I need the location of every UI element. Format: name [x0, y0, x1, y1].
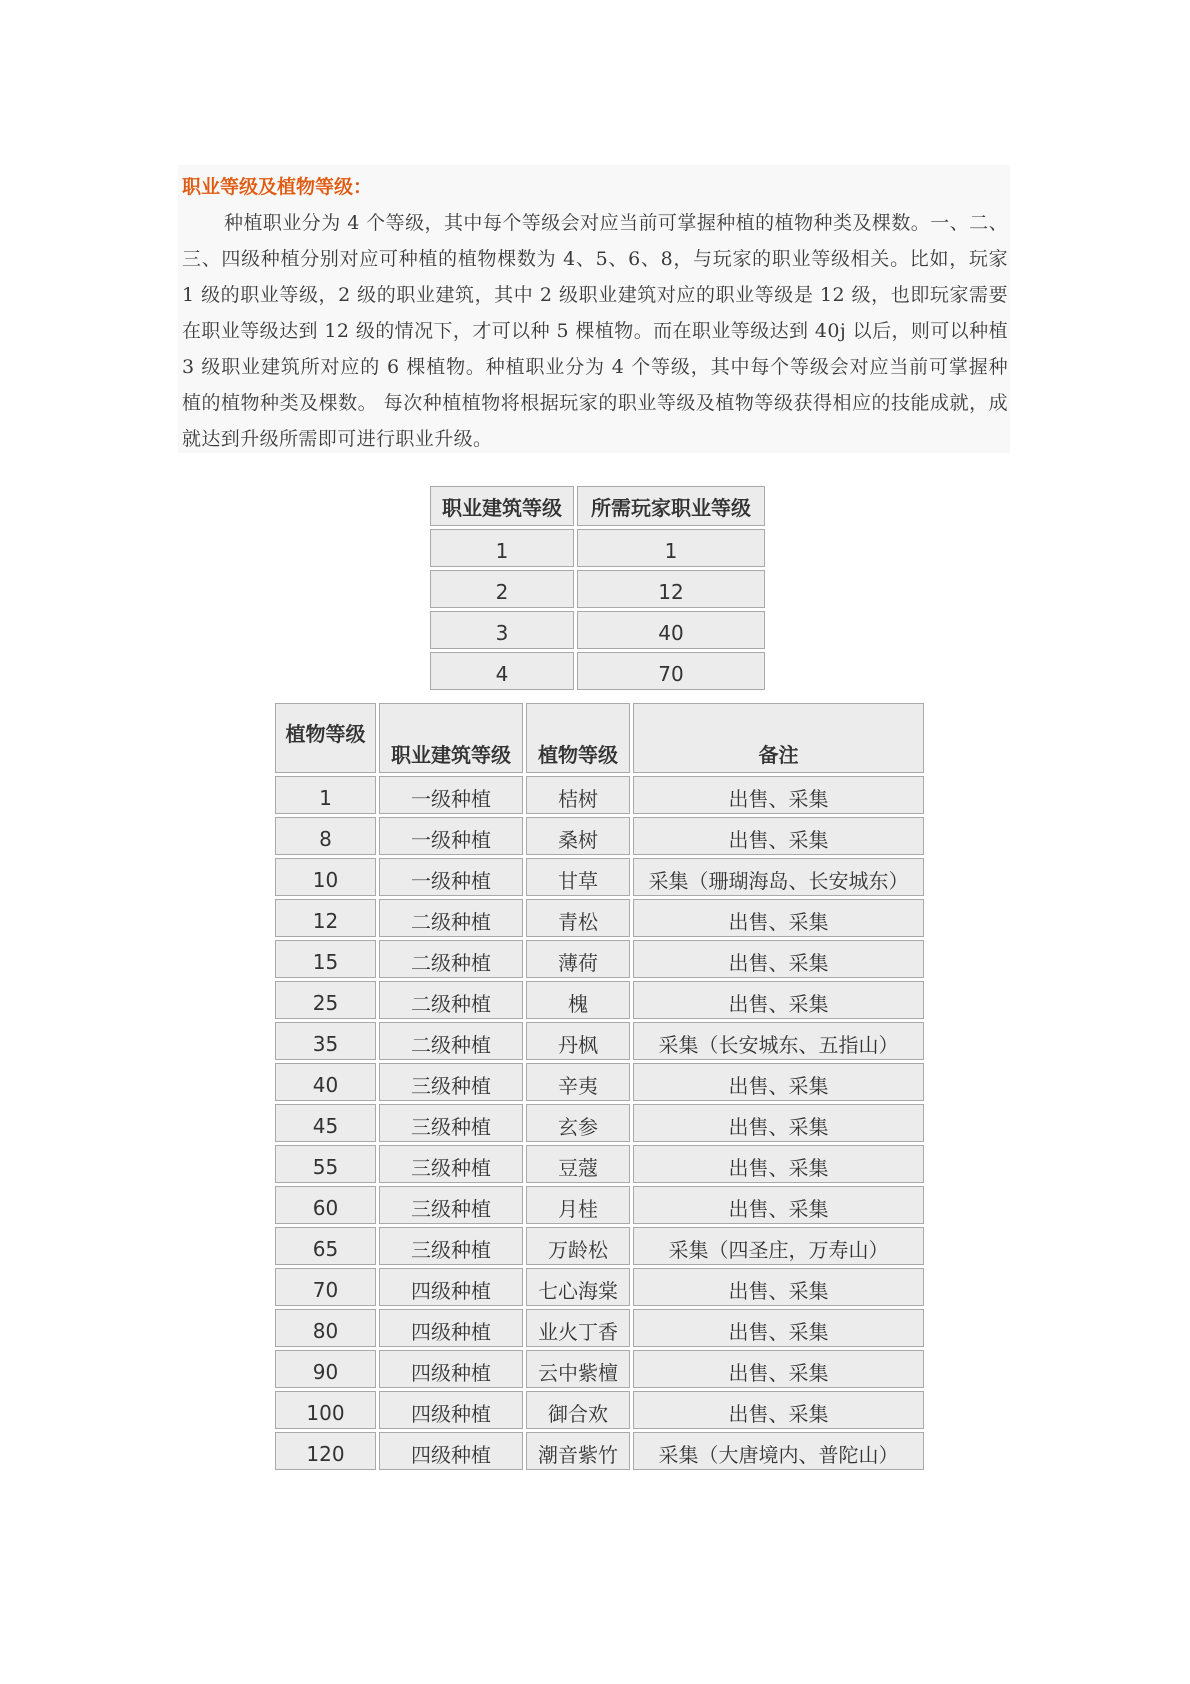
table-row — [275, 1227, 924, 1265]
cell-remarks: 出售、采集 — [633, 817, 924, 855]
cell-plant-level: 90 — [275, 1350, 376, 1388]
cell-plant-name: 业火丁香 — [526, 1309, 630, 1347]
cell-building-tier: 三级种植 — [379, 1227, 523, 1265]
header-building-level: 职业建筑等级 — [430, 486, 574, 526]
cell-plant-level: 10 — [275, 858, 376, 896]
cell-remarks: 采集（长安城东、五指山） — [633, 1022, 924, 1060]
table-row — [275, 817, 924, 855]
cell-plant-level: 12 — [275, 899, 376, 937]
cell-building-tier: 三级种植 — [379, 1063, 523, 1101]
cell-plant-name: 万龄松 — [526, 1227, 630, 1265]
cell-plant-name: 薄荷 — [526, 940, 630, 978]
header-building-level: 职业建筑等级 — [379, 703, 523, 773]
cell-required-player-level: 70 — [577, 652, 765, 690]
cell-building-tier: 三级种植 — [379, 1104, 523, 1142]
cell-building-level: 1 — [430, 529, 574, 567]
section-heading: 职业等级及植物等级： — [182, 176, 373, 198]
cell-plant-level: 55 — [275, 1145, 376, 1183]
cell-plant-level: 65 — [275, 1227, 376, 1265]
intro-paragraph: 种植职业分为 4 个等级，其中每个等级会对应当前可掌握种植的植物种类及棵数。一、二、三、四级种植分别对应可种植的植物棵数为 4、5、6、8，与玩家的职业等级相关。比如，玩家 1 级的职业等级，2 级的职业建筑，其中 2 级职业建筑对应的职业等级是 12 级，也即玩家需要在职业等级达到 12 级的情况下，才可以种 5 棵植物。而在职业等级达到 40j 以后，则可以种植 3 级职业建筑所对应的 6 棵植物。种植职业分为 4 个等级，其中每个等级会对应当前可掌握种植的植物种类及棵数。 每次种植植物将根据玩家的职业等级及植物等级获得相应的技能成就，成就达到升级所需即可进行职业升级。 — [182, 212, 1008, 450]
cell-remarks: 出售、采集 — [633, 899, 924, 937]
table-row — [430, 611, 765, 649]
table-row — [275, 940, 924, 978]
cell-plant-name: 桔树 — [526, 776, 630, 814]
cell-remarks: 出售、采集 — [633, 1104, 924, 1142]
table-row — [275, 1145, 924, 1183]
table-row — [275, 1268, 924, 1306]
cell-plant-level: 80 — [275, 1309, 376, 1347]
cell-remarks: 出售、采集 — [633, 1063, 924, 1101]
cell-plant-level: 1 — [275, 776, 376, 814]
table-row — [430, 570, 765, 608]
cell-plant-level: 70 — [275, 1268, 376, 1306]
table-row — [275, 1432, 924, 1470]
cell-building-tier: 四级种植 — [379, 1350, 523, 1388]
cell-plant-name: 云中紫檀 — [526, 1350, 630, 1388]
cell-building-tier: 三级种植 — [379, 1145, 523, 1183]
cell-plant-name: 丹枫 — [526, 1022, 630, 1060]
cell-building-tier: 二级种植 — [379, 981, 523, 1019]
table-row — [275, 981, 924, 1019]
cell-remarks: 出售、采集 — [633, 1309, 924, 1347]
cell-building-tier: 一级种植 — [379, 776, 523, 814]
table-row — [430, 652, 765, 690]
header-plant-level-2: 植物等级 — [526, 703, 630, 773]
cell-building-tier: 一级种植 — [379, 817, 523, 855]
cell-remarks: 出售、采集 — [633, 1391, 924, 1429]
cell-plant-name: 甘草 — [526, 858, 630, 896]
cell-building-tier: 四级种植 — [379, 1391, 523, 1429]
table-row — [275, 1022, 924, 1060]
table-row — [275, 776, 924, 814]
cell-remarks: 出售、采集 — [633, 1186, 924, 1224]
table-row — [275, 858, 924, 896]
cell-building-tier: 四级种植 — [379, 1309, 523, 1347]
cell-remarks: 出售、采集 — [633, 776, 924, 814]
cell-building-tier: 二级种植 — [379, 899, 523, 937]
cell-building-level: 2 — [430, 570, 574, 608]
table-row — [275, 1104, 924, 1142]
cell-plant-name: 七心海棠 — [526, 1268, 630, 1306]
cell-remarks: 出售、采集 — [633, 940, 924, 978]
table-row — [275, 899, 924, 937]
cell-plant-level: 8 — [275, 817, 376, 855]
table-row — [275, 1309, 924, 1347]
building-level-table — [427, 483, 768, 693]
table-row — [275, 1063, 924, 1101]
cell-plant-level: 120 — [275, 1432, 376, 1470]
cell-building-tier: 二级种植 — [379, 940, 523, 978]
cell-remarks: 出售、采集 — [633, 1350, 924, 1388]
table-header-row — [275, 703, 924, 773]
cell-remarks: 出售、采集 — [633, 1145, 924, 1183]
cell-plant-name: 玄参 — [526, 1104, 630, 1142]
cell-plant-name: 月桂 — [526, 1186, 630, 1224]
table-row — [275, 1186, 924, 1224]
cell-required-player-level: 1 — [577, 529, 765, 567]
cell-plant-name: 青松 — [526, 899, 630, 937]
cell-plant-level: 15 — [275, 940, 376, 978]
table-row — [275, 1391, 924, 1429]
cell-building-tier: 四级种植 — [379, 1432, 523, 1470]
cell-required-player-level: 12 — [577, 570, 765, 608]
header-remarks: 备注 — [633, 703, 924, 773]
cell-building-tier: 四级种植 — [379, 1268, 523, 1306]
cell-plant-name: 槐 — [526, 981, 630, 1019]
cell-plant-name: 桑树 — [526, 817, 630, 855]
cell-plant-name: 豆蔻 — [526, 1145, 630, 1183]
table-row — [430, 529, 765, 567]
cell-plant-name: 潮音紫竹 — [526, 1432, 630, 1470]
cell-remarks: 出售、采集 — [633, 981, 924, 1019]
cell-remarks: 采集（珊瑚海岛、长安城东） — [633, 858, 924, 896]
cell-building-tier: 三级种植 — [379, 1186, 523, 1224]
cell-required-player-level: 40 — [577, 611, 765, 649]
cell-remarks: 采集（大唐境内、普陀山） — [633, 1432, 924, 1470]
cell-plant-name: 辛夷 — [526, 1063, 630, 1101]
cell-plant-name: 御合欢 — [526, 1391, 630, 1429]
header-required-player-level: 所需玩家职业等级 — [577, 486, 765, 526]
cell-remarks: 出售、采集 — [633, 1268, 924, 1306]
table-row — [275, 1350, 924, 1388]
cell-remarks: 采集（四圣庄，万寿山） — [633, 1227, 924, 1265]
header-plant-level: 植物等级 — [275, 703, 376, 773]
cell-plant-level: 45 — [275, 1104, 376, 1142]
plant-level-table — [272, 700, 927, 1473]
cell-plant-level: 60 — [275, 1186, 376, 1224]
intro-section — [178, 165, 1010, 453]
cell-building-tier: 一级种植 — [379, 858, 523, 896]
cell-plant-level: 100 — [275, 1391, 376, 1429]
cell-plant-level: 25 — [275, 981, 376, 1019]
cell-plant-level: 40 — [275, 1063, 376, 1101]
cell-plant-level: 35 — [275, 1022, 376, 1060]
cell-building-tier: 二级种植 — [379, 1022, 523, 1060]
cell-building-level: 3 — [430, 611, 574, 649]
table-header-row — [430, 486, 765, 526]
cell-building-level: 4 — [430, 652, 574, 690]
